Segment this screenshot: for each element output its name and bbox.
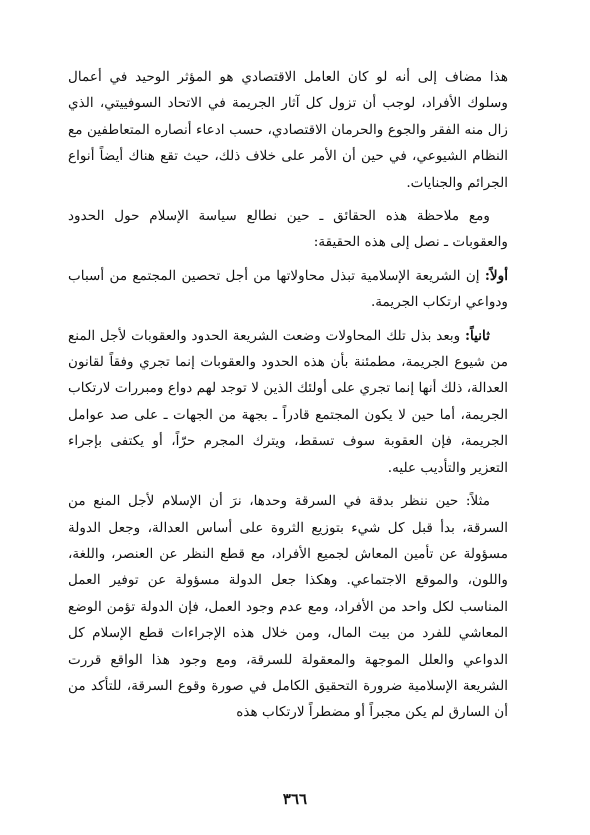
paragraph-theft-example <box>68 488 508 726</box>
paragraph-lead: أولاً: <box>484 267 508 284</box>
paragraph-text: وبعد بذل تلك المحاولات وضعت الشريعة الحدود والعقوبات لأجل المنع من شيوع الجريمة، مطمئنة بأن هذه الحدود والعقوبات إنما تجري وفقاً لقانون العدالة، ذلك أنها إنما تجري على أولئك الذين لا توجد لهم دواع ومبررات لارتكاب الجريمة، أما حين لا يكون المجتمع قادراً ـ بجهة من الجهات ـ على صد عوامل الجريمة، فإن العقوبة سوف تسقط، ويترك المجرم حرّاً، أو يكتفى بإجراء التعزير والتأديب عليه. <box>68 327 508 476</box>
paragraph-second-point <box>68 323 508 481</box>
body-text <box>68 64 508 733</box>
paragraph-observation <box>68 203 508 256</box>
paragraph-lead: ثانياً: <box>465 327 490 344</box>
paragraph-text: ومع ملاحظة هذه الحقائق ـ حين نطالع سياسة الإسلام حول الحدود والعقوبات ـ نصل إلى هذه الحقيقة: <box>68 208 508 251</box>
paragraph-economic-factor <box>68 64 508 196</box>
paragraph-text: إن الشريعة الإسلامية تبذل محاولاتها من أجل تحصين المجتمع من أسباب ودواعي ارتكاب الجريمة. <box>68 267 508 311</box>
paragraph-first-point <box>68 263 508 316</box>
paragraph-text: هذا مضاف إلى أنه لو كان العامل الاقتصادي هو المؤثر الوحيد في أعمال وسلوك الأفراد، لوجب أن تزول كل آثار الجريمة في الاتحاد السوفييتي، الذي زال منه الفقر والجوع والحرمان الاقتصادي، حسب ادعاء أنصاره المتعاطفين مع النظام الشيوعي، في حين أن الأمر على خلاف ذلك، حيث تقع هناك أيضاً أنواع الجرائم والجنايات. <box>68 69 508 191</box>
page-number: ٣٦٦ <box>282 790 308 808</box>
paragraph-text: مثلاً: حين ننظر بدقة في السرقة وحدها، نرَ أن الإسلام لأجل المنع من السرقة، بدأ قبل كل شيء بتوزيع الثروة على أساس العدالة، وجعل الدولة مسؤولة عن تأمين المعاش لجميع الأفراد، مع قطع النظر عن العنصر، واللغة، واللون، والموقع الاجتماعي. وهكذا جعل الدولة مسؤولة عن توفير العمل المناسب لكل واحد من الأفراد، ومع عدم وجود العمل، فإن الدولة تؤمن الوضع المعاشي للفرد من بيت المال، ومن خلال هذه الإجراءات قطع الإسلام كل الدواعي والعلل الموجهة والمعقولة للسرقة، ومع وجود هذا الواقع قررت الشريعة الإسلامية ضرورة التحقيق الكامل في صورة وقوع السرقة، للتأكد من أن السارق لم يكن مجبراً أو مضطراً لارتكاب هذه <box>68 493 508 721</box>
